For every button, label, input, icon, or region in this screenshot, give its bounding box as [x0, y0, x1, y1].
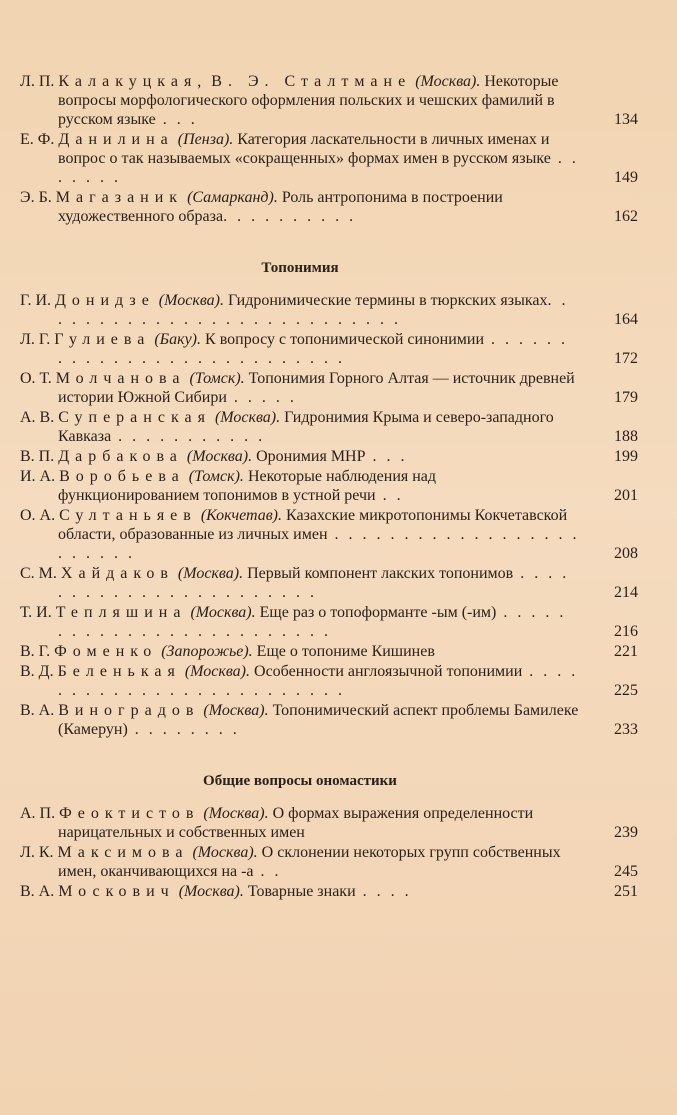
- table-of-contents: [20, 72, 638, 902]
- toc-entry: [20, 843, 638, 881]
- toc-entry: [20, 130, 638, 187]
- section-title: Общие вопросы ономастики: [203, 773, 397, 789]
- author-city: (Москва).: [203, 805, 269, 822]
- author-initials: Л. Г.: [20, 331, 51, 348]
- page-number: 134: [614, 111, 638, 128]
- author-city: (Запорожье).: [161, 643, 253, 660]
- entry-text: [20, 701, 638, 739]
- dot-leader: . . . . . . . . . . . . . . . . . . . . . . .: [58, 565, 570, 601]
- article-title: Топонимический аспект проблемы Бамилеке (Камерун): [58, 702, 579, 738]
- entry-text: [20, 330, 638, 368]
- article-title: О склонении некоторых групп собственных имен, оканчивающихся на -а: [58, 844, 561, 880]
- article-title: Некоторые наблюдения над функционированием топонимов в устной речи: [58, 468, 437, 504]
- author-city: (Москва).: [415, 73, 481, 90]
- author-name: Беленькая: [57, 663, 181, 680]
- author-city: (Москва).: [177, 565, 244, 582]
- entry-text: [20, 369, 638, 407]
- dot-leader: . . . . . . . . . . . . . . . . . . . . . . . .: [58, 526, 580, 562]
- page-number: 208: [614, 545, 638, 562]
- dot-leader: . . . . . . .: [58, 150, 579, 186]
- author-city: (Москва).: [192, 844, 258, 861]
- toc-entry: [20, 506, 638, 563]
- article-title: Некоторые вопросы морфологического оформления польских и чешских фамилий в русском языке: [58, 73, 559, 128]
- entry-text: [20, 642, 638, 661]
- author-name: Максимова: [57, 844, 189, 861]
- article-title: Категория ласкательности в личных именах и вопрос о так называемых «сокращенных» формах имен в русском языке: [58, 131, 551, 167]
- author-initials: Е. Ф.: [20, 131, 55, 148]
- author-initials: Г. И.: [20, 292, 51, 309]
- page-number: 172: [614, 350, 638, 367]
- article-title: Казахские микротопонимы Кокчетавской области, образованные из личных имен: [58, 507, 568, 543]
- entry-text: [20, 447, 638, 466]
- toc-entry: [20, 564, 638, 602]
- author-city: (Москва).: [158, 292, 224, 309]
- entry-text: [20, 72, 638, 129]
- author-initials: В. Г.: [20, 643, 51, 660]
- page-number: 245: [614, 863, 638, 880]
- author-name: Дарбакова: [58, 448, 183, 465]
- page-number: 225: [614, 682, 638, 699]
- article-title: Гидронимия Крыма и северо-западного Кавказа: [58, 409, 554, 445]
- author-city: (Пенза).: [177, 131, 234, 148]
- author-name: Фоменко: [54, 643, 158, 660]
- toc-entry: [20, 701, 638, 739]
- author-initials: В. Д.: [20, 663, 54, 680]
- article-title: К вопросу с топонимической синонимии: [205, 331, 485, 348]
- author-name: Султаньяев: [59, 507, 197, 524]
- author-name: Данилина: [58, 131, 174, 148]
- author-name: Виноградов: [58, 702, 200, 719]
- author-city: (Томск).: [189, 370, 245, 387]
- section-title: Топонимия: [261, 260, 339, 276]
- toc-entry: [20, 603, 638, 641]
- author-initials: Т. И.: [20, 604, 52, 621]
- author-city: (Москва).: [190, 604, 256, 621]
- author-initials: В. А.: [20, 702, 55, 719]
- author-city: (Москва).: [184, 663, 251, 680]
- author-name: Калакуцкая,: [58, 73, 208, 90]
- toc-entry: [20, 369, 638, 407]
- page-number: 239: [614, 824, 638, 841]
- author-initials: А. П.: [20, 805, 56, 822]
- entry-text: [20, 603, 638, 641]
- author-initials: О. А.: [20, 507, 56, 524]
- toc-entry: [20, 467, 638, 505]
- toc-entry: [20, 188, 638, 226]
- author-initials: А. В.: [20, 409, 55, 426]
- author-name: Тепляшина: [55, 604, 187, 621]
- page-number: 149: [614, 169, 638, 186]
- author-city: (Москва).: [186, 448, 253, 465]
- author-name: Молчанова: [55, 370, 186, 387]
- page-number: 216: [614, 623, 638, 640]
- entry-text: [20, 804, 638, 842]
- entry-text: [20, 564, 638, 602]
- page-number: 214: [614, 584, 638, 601]
- article-title: Первый компонент лакских топонимов: [247, 565, 514, 582]
- dot-leader: . . . . . . . . . . . . . . . . . . . . . . . . .: [58, 663, 579, 699]
- dot-leader: . . . . . . . . . .: [223, 208, 357, 225]
- dot-leader: . . . . . . . . . . . . . . . . . . . . . . . . . . .: [58, 331, 569, 367]
- author-name: Москович: [58, 883, 175, 900]
- page-number: 251: [614, 883, 638, 900]
- page-number: 233: [614, 721, 638, 738]
- author-city: (Москва).: [203, 702, 269, 719]
- entry-text: [20, 467, 638, 505]
- author-name: Воробьева: [59, 468, 185, 485]
- toc-entry: [20, 408, 638, 446]
- article-title: Роль антропонима в построении художественного образа: [58, 189, 503, 225]
- entry-text: [20, 882, 638, 901]
- entry-text: [20, 506, 638, 563]
- article-title: Топонимия Горного Алтая — источник древней истории Южной Сибири: [58, 370, 575, 406]
- toc-entry: [20, 882, 638, 901]
- author-name: Феоктистов: [59, 805, 200, 822]
- toc-entry: [20, 330, 638, 368]
- dot-leader: . . .: [155, 111, 198, 128]
- toc-entry: [20, 447, 638, 466]
- article-title: Еще о топониме Кишинев: [256, 643, 435, 660]
- author-initials: В. П.: [20, 448, 55, 465]
- article-title: Еще раз о топоформанте -ым (-им): [259, 604, 497, 621]
- dot-leader: . . . . .: [226, 389, 297, 406]
- toc-entry: [20, 642, 638, 661]
- author-name: Суперанская: [58, 409, 211, 426]
- author-initials: О. Т.: [20, 370, 52, 387]
- page-number: 164: [614, 311, 638, 328]
- author-initials: В. А.: [20, 883, 55, 900]
- dot-leader: . .: [375, 487, 404, 504]
- entry-text: [20, 408, 638, 446]
- page-number: 201: [614, 487, 638, 504]
- author-initials: С. М.: [20, 565, 57, 582]
- author-city: (Самарканд).: [187, 189, 278, 206]
- author-city: (Баку).: [154, 331, 202, 348]
- author-initials: И. А.: [20, 468, 56, 485]
- article-title: Оронимия МНР: [256, 448, 366, 465]
- author-name: Хайдаков: [60, 565, 174, 582]
- dot-leader: . . . . . . . . . . .: [111, 428, 266, 445]
- entry-text: [20, 188, 638, 226]
- author-city: (Томск).: [188, 468, 244, 485]
- entry-text: [20, 291, 638, 329]
- dot-leader: . . . .: [355, 883, 412, 900]
- coauthor-name: В. Э. Сталтмане: [211, 73, 412, 90]
- page-number: 221: [614, 643, 638, 660]
- entry-text: [20, 130, 638, 187]
- entry-text: [20, 843, 638, 881]
- toc-entry: [20, 804, 638, 842]
- page-number: 162: [614, 208, 638, 225]
- page-number: 179: [614, 389, 638, 406]
- author-city: (Кокчетав).: [200, 507, 282, 524]
- article-title: О формах выражения определенности нарицательных и собственных имен: [58, 805, 534, 841]
- author-name: Магазаник: [55, 189, 184, 206]
- author-name: Донидзе: [55, 292, 155, 309]
- article-title: Товарные знаки: [247, 883, 356, 900]
- toc-entry: [20, 291, 638, 329]
- dot-leader: . . .: [365, 448, 408, 465]
- author-city: (Москва).: [178, 883, 244, 900]
- toc-entry: [20, 662, 638, 700]
- author-city: (Москва).: [214, 409, 281, 426]
- author-initials: Л. К.: [20, 844, 54, 861]
- dot-leader: . . . . . . . .: [127, 721, 240, 738]
- author-name: Гулиева: [54, 331, 151, 348]
- author-initials: Л. П.: [20, 73, 55, 90]
- page-number: 199: [614, 448, 638, 465]
- dot-leader: . . . . . . . . . . . . . . . . . . . . . . . . .: [58, 604, 567, 640]
- toc-entry: [20, 72, 638, 129]
- entry-text: [20, 662, 638, 700]
- article-title: Особенности англоязычной топонимии: [254, 663, 523, 680]
- page-number: 188: [614, 428, 638, 445]
- dot-leader: . .: [253, 863, 282, 880]
- author-initials: Э. Б.: [20, 189, 52, 206]
- article-title: Гидронимические термины в тюркских языках: [227, 292, 548, 309]
- dot-leader: . . . . . . . . . . . . . . . . . . . . . . . . . . .: [58, 292, 569, 328]
